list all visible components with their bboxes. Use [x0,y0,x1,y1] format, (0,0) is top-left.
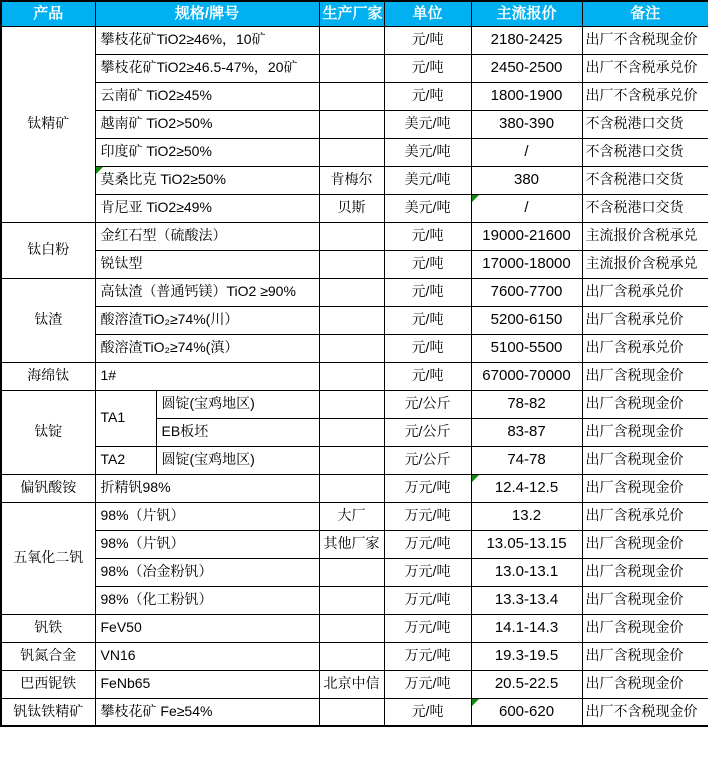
grade-cell: TA2 [95,446,156,474]
note-cell: 不含税港口交货 [582,138,708,166]
maker-cell [319,390,384,418]
table-row [1,502,708,530]
price-cell: 380-390 [471,110,582,138]
maker-cell [319,418,384,446]
unit-cell: 元/吨 [384,250,471,278]
spec-cell: 金红石型（硫酸法） [95,222,319,250]
price-cell: 5200-6150 [471,306,582,334]
spec-cell: VN16 [95,642,319,670]
maker-cell: 贝斯 [319,194,384,222]
price-cell: 2180-2425 [471,26,582,54]
price-cell: 5100-5500 [471,334,582,362]
maker-cell [319,222,384,250]
maker-cell: 其他厂家 [319,530,384,558]
spec-cell: 98%（化工粉钒） [95,586,319,614]
maker-cell [319,54,384,82]
note-cell: 出厂含税现金价 [582,614,708,642]
table-row [1,250,708,278]
maker-cell: 大厂 [319,502,384,530]
unit-cell: 元/吨 [384,54,471,82]
spec-cell: FeNb65 [95,670,319,698]
price-cell [471,474,582,502]
product-cell: 偏钒酸铵 [1,474,95,502]
price-text: 600-620 [498,702,555,720]
table-row [1,642,708,670]
price-cell: 2450-2500 [471,54,582,82]
maker-cell [319,306,384,334]
price-cell: 7600-7700 [471,278,582,306]
table-row [1,362,708,390]
note-cell: 出厂含税现金价 [582,446,708,474]
note-cell: 出厂不含税承兑价 [582,54,708,82]
unit-cell: 元/公斤 [384,446,471,474]
note-cell: 不含税港口交货 [582,166,708,194]
note-cell: 出厂含税现金价 [582,586,708,614]
header-spec: 规格/牌号 [95,1,319,26]
maker-cell [319,446,384,474]
product-cell: 钒钛铁精矿 [1,698,95,726]
note-cell: 出厂含税承兑价 [582,306,708,334]
price-cell: 19.3-19.5 [471,642,582,670]
spec-cell: 酸溶渣TiO₂≥74%(川） [95,306,319,334]
shape-cell: EB板坯 [156,418,319,446]
note-cell: 出厂含税现金价 [582,530,708,558]
spec-cell: 折精钒98% [95,474,319,502]
maker-cell [319,250,384,278]
spec-cell: 越南矿 TiO2>50% [95,110,319,138]
unit-cell: 美元/吨 [384,110,471,138]
table-row [1,54,708,82]
price-cell: 83-87 [471,418,582,446]
note-cell: 出厂不含税现金价 [582,698,708,726]
maker-cell [319,362,384,390]
maker-cell: 北京中信 [319,670,384,698]
unit-cell: 美元/吨 [384,138,471,166]
product-cell: 钛白粉 [1,222,95,278]
table-row [1,474,708,502]
unit-cell: 元/吨 [384,698,471,726]
spec-cell: 攀枝花矿TiO2≥46%，10矿 [95,26,319,54]
price-cell: 78-82 [471,390,582,418]
note-cell: 不含税港口交货 [582,194,708,222]
grade-cell: TA1 [95,390,156,446]
price-cell: 17000-18000 [471,250,582,278]
unit-cell: 元/吨 [384,306,471,334]
price-text: / [524,198,529,216]
header-product: 产品 [1,1,95,26]
product-cell: 钛锭 [1,390,95,474]
unit-cell: 元/吨 [384,26,471,54]
maker-cell [319,586,384,614]
unit-cell: 元/公斤 [384,418,471,446]
unit-cell: 美元/吨 [384,166,471,194]
product-cell: 钛精矿 [1,26,95,222]
price-cell: 19000-21600 [471,222,582,250]
comment-indicator-icon [96,167,103,174]
note-cell: 出厂不含税承兑价 [582,82,708,110]
header-price: 主流报价 [471,1,582,26]
spec-cell: 攀枝花矿 Fe≥54% [95,698,319,726]
unit-cell: 万元/吨 [384,614,471,642]
unit-cell: 元/吨 [384,82,471,110]
table-row [1,26,708,54]
maker-cell [319,138,384,166]
table-row [1,530,708,558]
spec-cell: FeV50 [95,614,319,642]
product-cell: 五氧化二钒 [1,502,95,614]
price-cell: 1800-1900 [471,82,582,110]
table-row [1,614,708,642]
spec-cell: 1# [95,362,319,390]
shape-cell: 圆锭(宝鸡地区) [156,446,319,474]
comment-indicator-icon [472,475,479,482]
price-cell: 14.1-14.3 [471,614,582,642]
header-row [1,1,708,26]
price-cell: 20.5-22.5 [471,670,582,698]
table-row [1,306,708,334]
price-cell: 13.3-13.4 [471,586,582,614]
note-cell: 出厂含税现金价 [582,390,708,418]
table-row [1,446,708,474]
price-cell [471,698,582,726]
maker-cell [319,698,384,726]
table-row [1,222,708,250]
maker-cell [319,26,384,54]
unit-cell: 万元/吨 [384,530,471,558]
spec-cell: 肯尼亚 TiO2≥49% [95,194,319,222]
spec-cell: 98%（冶金粉钒） [95,558,319,586]
price-cell: 13.0-13.1 [471,558,582,586]
note-cell: 不含税港口交货 [582,110,708,138]
maker-cell [319,642,384,670]
maker-cell [319,110,384,138]
price-cell: / [471,138,582,166]
unit-cell: 元/吨 [384,362,471,390]
price-cell: 13.05-13.15 [471,530,582,558]
comment-indicator-icon [472,195,479,202]
spec-cell [95,166,319,194]
spec-cell: 酸溶渣TiO₂≥74%(滇） [95,334,319,362]
note-cell: 出厂含税现金价 [582,474,708,502]
product-cell: 巴西铌铁 [1,670,95,698]
maker-cell [319,278,384,306]
note-cell: 出厂含税承兑价 [582,278,708,306]
spec-cell: 98%（片钒） [95,530,319,558]
table-row [1,82,708,110]
note-cell: 出厂含税承兑价 [582,334,708,362]
note-cell: 出厂含税现金价 [582,418,708,446]
spec-cell: 印度矿 TiO2≥50% [95,138,319,166]
unit-cell: 美元/吨 [384,194,471,222]
maker-cell [319,474,384,502]
shape-cell: 圆锭(宝鸡地区) [156,390,319,418]
price-text: 12.4-12.5 [494,478,559,496]
note-cell: 出厂不含税现金价 [582,26,708,54]
spec-text: 莫桑比克 TiO2≥50% [100,171,226,188]
product-cell: 钒氮合金 [1,642,95,670]
table-row [1,110,708,138]
note-cell: 出厂含税现金价 [582,642,708,670]
price-cell: 74-78 [471,446,582,474]
unit-cell: 万元/吨 [384,670,471,698]
header-unit: 单位 [384,1,471,26]
spec-cell: 98%（片钒） [95,502,319,530]
price-cell: 67000-70000 [471,362,582,390]
maker-cell [319,82,384,110]
product-cell: 钛渣 [1,278,95,362]
unit-cell: 万元/吨 [384,642,471,670]
spec-cell: 云南矿 TiO2≥45% [95,82,319,110]
spec-cell: 锐钛型 [95,250,319,278]
unit-cell: 万元/吨 [384,474,471,502]
price-cell: 13.2 [471,502,582,530]
maker-cell [319,334,384,362]
spec-cell: 高钛渣（普通钙镁）TiO2 ≥90% [95,278,319,306]
unit-cell: 万元/吨 [384,586,471,614]
unit-cell: 元/吨 [384,334,471,362]
price-cell [471,194,582,222]
unit-cell: 万元/吨 [384,502,471,530]
table-row [1,194,708,222]
table-row [1,390,708,418]
note-cell: 出厂含税现金价 [582,670,708,698]
unit-cell: 元/吨 [384,278,471,306]
table-row [1,670,708,698]
maker-cell: 肯梅尔 [319,166,384,194]
maker-cell [319,614,384,642]
product-cell: 钒铁 [1,614,95,642]
spec-cell: 攀枝花矿TiO2≥46.5-47%，20矿 [95,54,319,82]
table-row [1,138,708,166]
header-note: 备注 [582,1,708,26]
unit-cell: 万元/吨 [384,558,471,586]
unit-cell: 元/公斤 [384,390,471,418]
price-cell: 380 [471,166,582,194]
unit-cell: 元/吨 [384,222,471,250]
note-cell: 主流报价含税承兑 [582,250,708,278]
product-cell: 海绵钛 [1,362,95,390]
table-row [1,558,708,586]
note-cell: 出厂含税承兑价 [582,502,708,530]
note-cell: 出厂含税现金价 [582,362,708,390]
table-row [1,334,708,362]
note-cell: 主流报价含税承兑 [582,222,708,250]
comment-indicator-icon [472,699,479,706]
note-cell: 出厂含税现金价 [582,558,708,586]
table-row [1,698,708,726]
header-maker: 生产厂家 [319,1,384,26]
table-row [1,278,708,306]
maker-cell [319,558,384,586]
table-row [1,586,708,614]
table-row [1,166,708,194]
